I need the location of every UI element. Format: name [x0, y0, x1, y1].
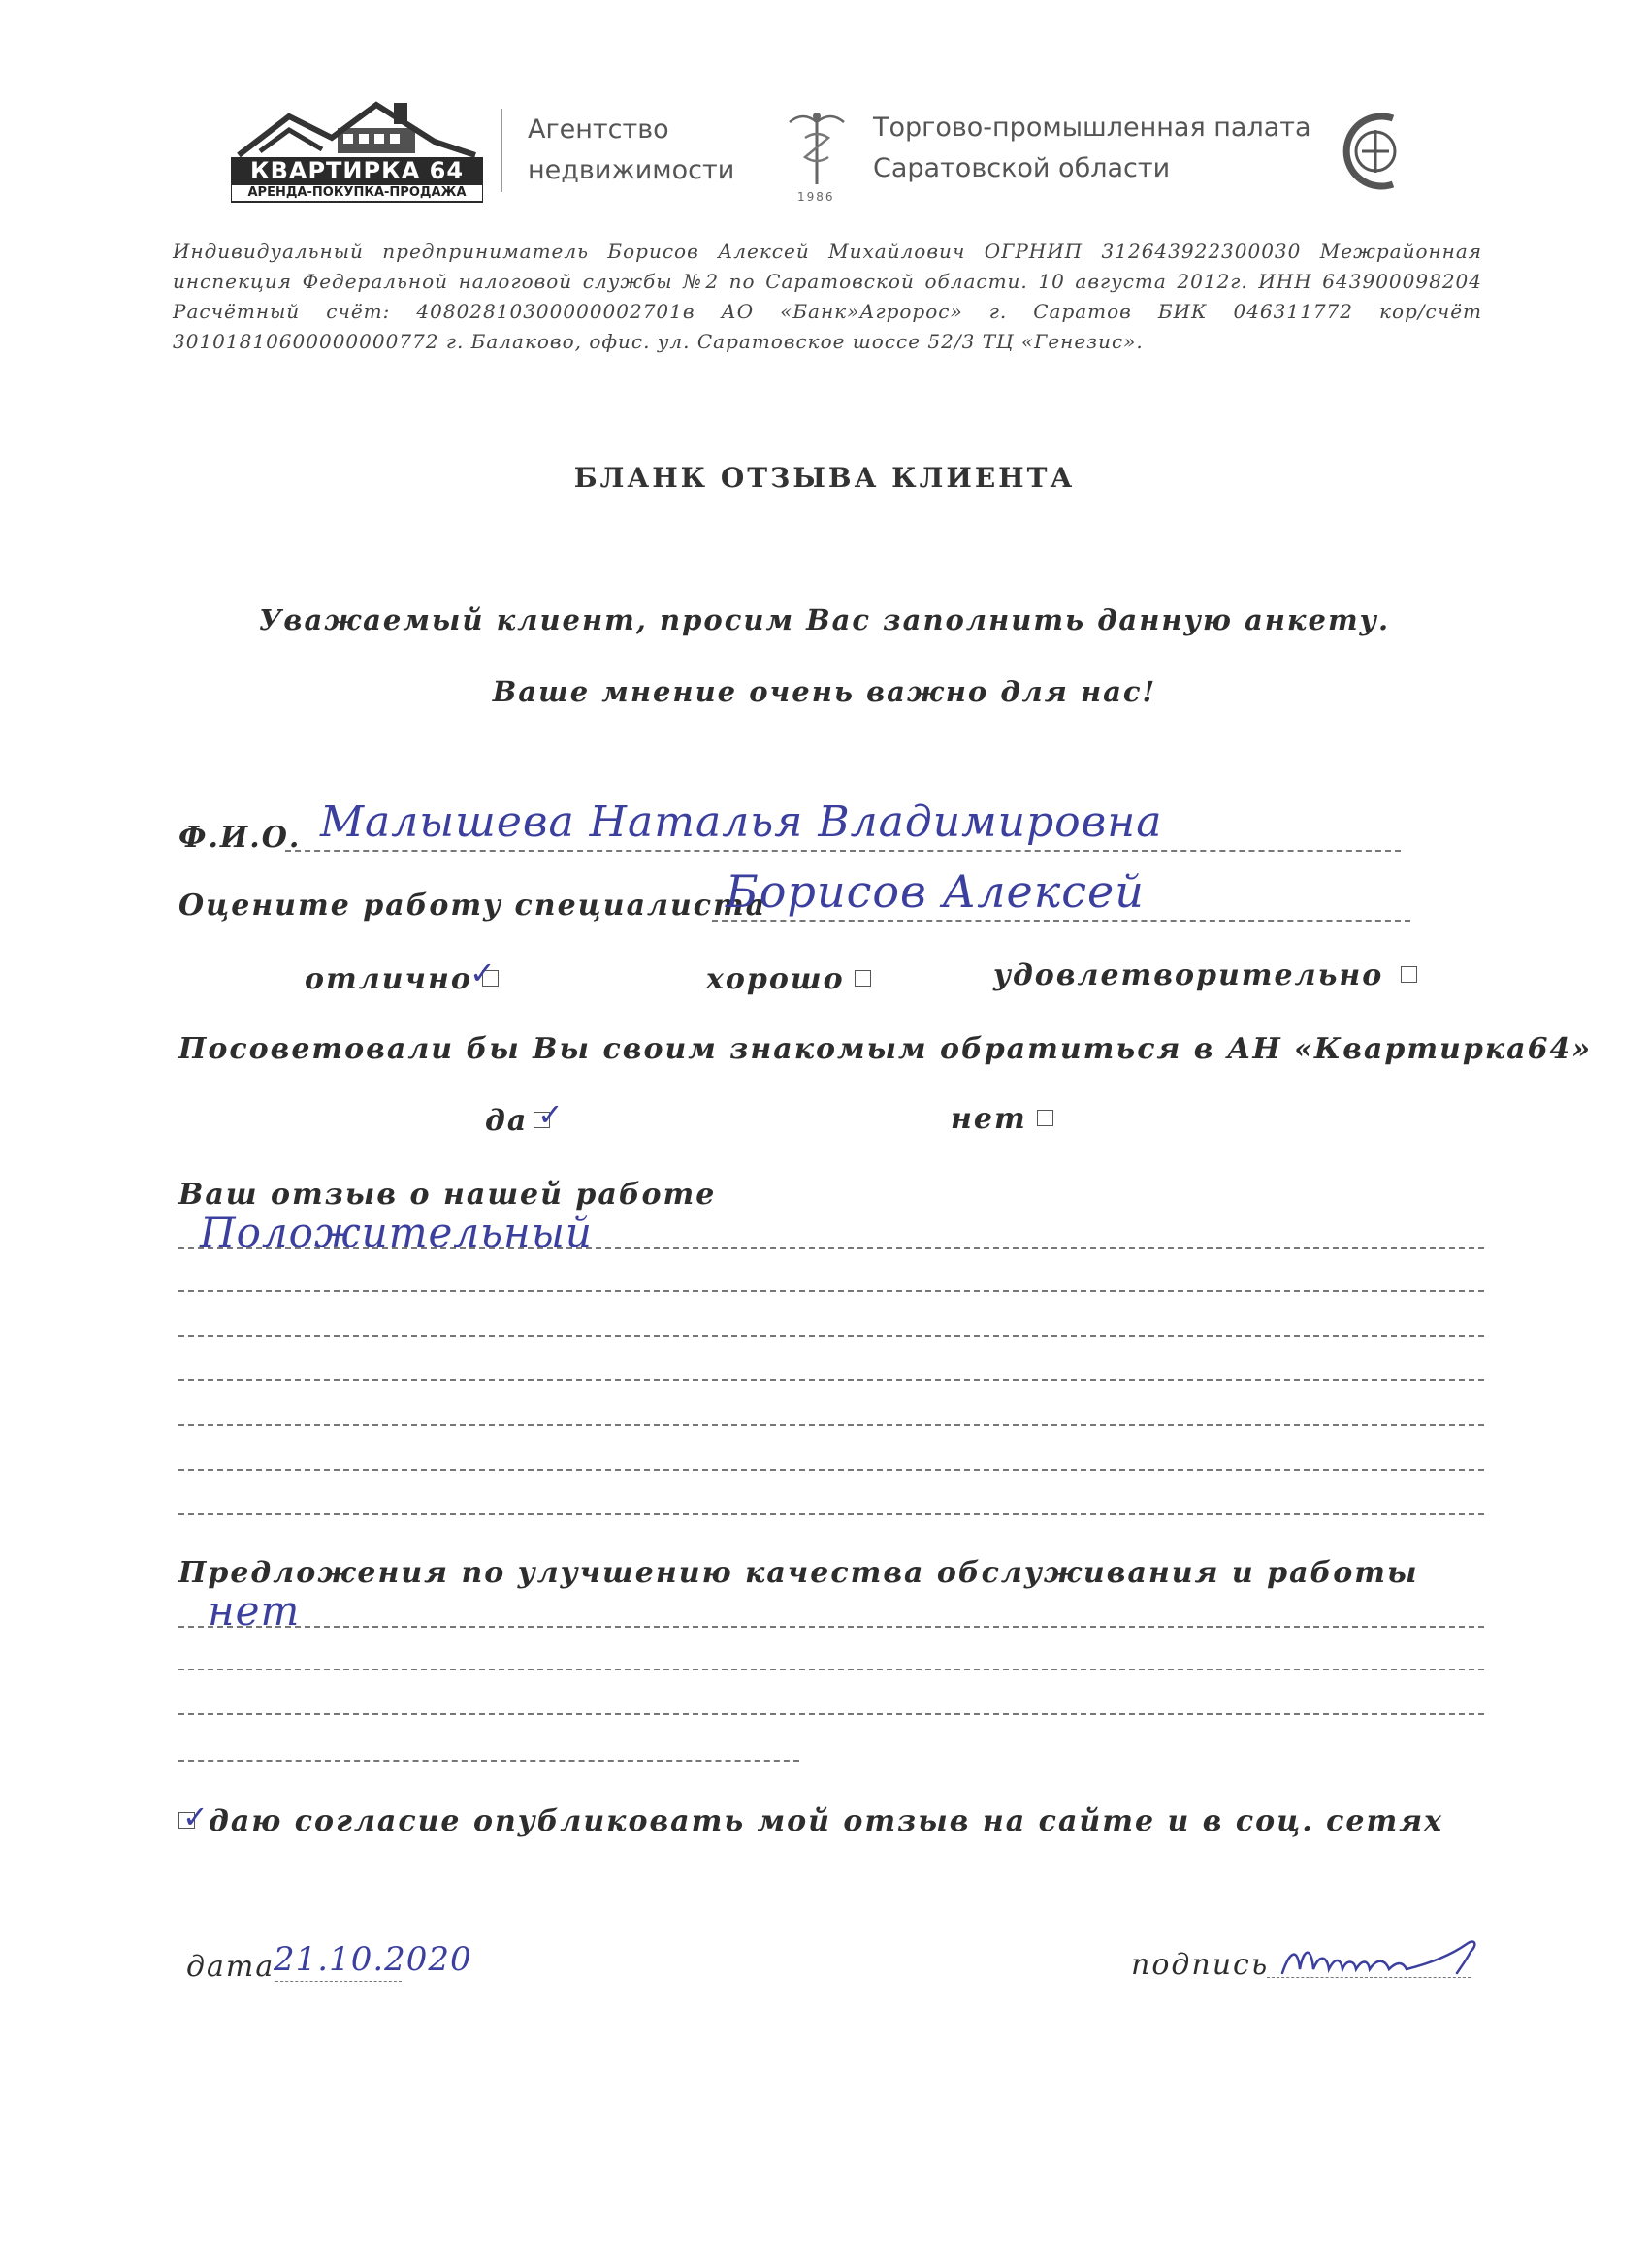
logo-tagline-text: АРЕНДА-ПОКУПКА-ПРОДАЖА [247, 185, 467, 200]
header-divider [501, 109, 502, 192]
signature[interactable] [1277, 1930, 1509, 1989]
recommend-label: Посоветовали бы Вы своим знакомым обратиться в АН «Квартирка64» [178, 1032, 1593, 1066]
rating-excellent-check-mark: ✓ [469, 955, 496, 991]
suggestions-line [178, 1669, 1484, 1670]
chamber-circle-logo [1335, 109, 1416, 198]
review-line [178, 1290, 1484, 1292]
agency-line-1: Агентство [528, 114, 669, 145]
logo-brand-text: КВАРТИРКА 64 [249, 157, 465, 184]
date-label: дата [186, 1950, 275, 1984]
fio-label: Ф.И.О. [178, 821, 302, 855]
consent-option[interactable] [178, 1804, 1443, 1838]
suggestions-line [178, 1760, 799, 1762]
rating-option-excellent-label: отлично [305, 962, 472, 996]
rate-value[interactable]: Борисов Алексей [726, 865, 1145, 918]
intro-line-2: Ваше мнение очень важно для нас! [492, 675, 1157, 708]
rating-option-satisfactory[interactable] [993, 958, 1417, 992]
suggestions-label: Предложения по улучшению качества обслуживания и работы [178, 1556, 1419, 1590]
intro-line-1: Уважаемый клиент, просим Вас заполнить данную анкету. [258, 603, 1391, 636]
review-line [178, 1379, 1484, 1381]
consent-label: даю согласие опубликовать мой отзыв на сайте и в соц. сетях [209, 1804, 1443, 1838]
review-line [178, 1247, 1484, 1249]
fio-value[interactable]: Малышева Наталья Владимировна [320, 797, 1163, 847]
rating-satisfactory-checkbox[interactable] [1401, 966, 1417, 983]
recommend-option-yes-label: да [485, 1104, 529, 1138]
signature-label: подпись [1131, 1948, 1270, 1982]
rate-line [712, 920, 1410, 922]
chamber-emblem [786, 109, 848, 206]
date-value[interactable]: 21.10.2020 [274, 1940, 472, 1979]
rating-good-checkbox[interactable] [855, 970, 871, 987]
review-line [178, 1335, 1484, 1337]
recommend-no-checkbox[interactable] [1037, 1110, 1053, 1126]
rating-option-satisfactory-label: удовлетворительно [993, 958, 1384, 992]
recommend-option-no-label: нет [951, 1102, 1027, 1136]
rating-option-good-label: хорошо [706, 962, 845, 996]
review-line [178, 1513, 1484, 1515]
emblem-year: 1986 [797, 190, 835, 204]
review-label: Ваш отзыв о нашей работе [178, 1178, 717, 1212]
suggestions-value[interactable]: нет [208, 1587, 301, 1635]
handwritten-signature-icon [1277, 1930, 1509, 1989]
suggestions-line [178, 1713, 1484, 1715]
recommend-yes-check-mark: ✓ [537, 1096, 564, 1133]
requisites-text: Индивидуальный предприниматель Борисов Алексей Михайлович ОГРНИП 312643922300030 Межрайонная инспекция Федеральной налоговой службы №2 по Саратовской области. 10 августа 2012г. ИНН 643900098204 Расчётный счёт: 40802810300000002701в АО «Банк»Агророс» г. Саратов БИК 046311772 кор/счёт 30101810600000000772 г. Балаково, офис. ул. Саратовское шоссе 52/3 ТЦ «Генезис». [173, 240, 1482, 353]
caduceus-icon [786, 109, 848, 190]
rating-option-good[interactable] [706, 962, 871, 996]
review-value[interactable]: Положительный [200, 1209, 593, 1256]
fio-line [285, 850, 1401, 852]
review-line [178, 1469, 1484, 1471]
tpp-logo-icon [1335, 109, 1416, 198]
suggestions-line [178, 1626, 1484, 1628]
date-line [275, 1981, 402, 1982]
recommend-option-no[interactable] [951, 1102, 1053, 1136]
form-title: БЛАНК ОТЗЫВА КЛИЕНТА [573, 462, 1076, 494]
review-line [178, 1424, 1484, 1426]
agency-line-2: недвижимости [528, 155, 735, 185]
chamber-line-1: Торгово-промышленная палата [873, 113, 1311, 143]
rate-label: Оцените работу специалиста [178, 889, 767, 923]
company-logo [231, 95, 483, 204]
chamber-line-2: Саратовской области [873, 153, 1171, 183]
consent-check-mark: ✓ [182, 1798, 209, 1835]
